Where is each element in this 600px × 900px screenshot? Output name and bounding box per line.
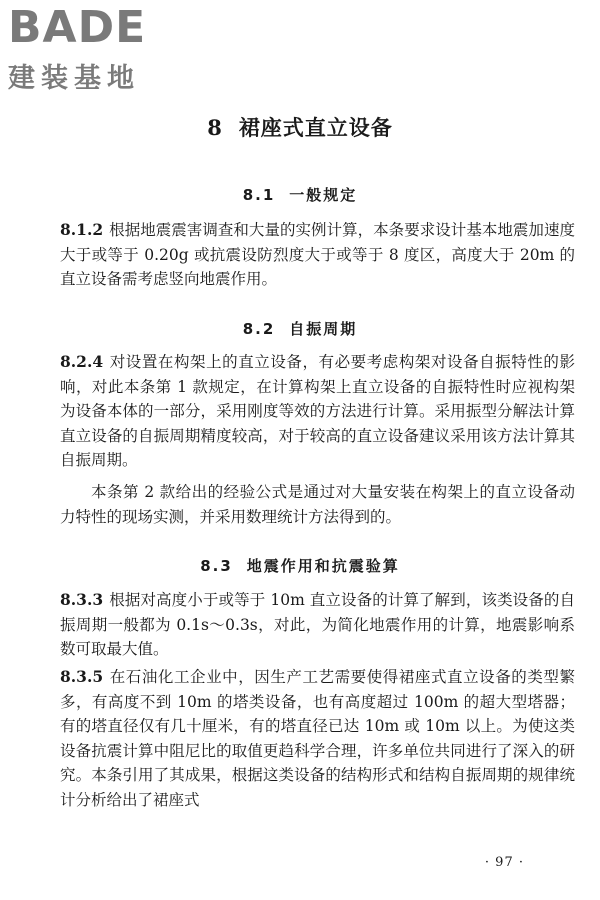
page-number: · 97 · <box>484 855 524 870</box>
logo-brand-text: BADE <box>8 2 147 53</box>
clause-number: 8.3.5 <box>60 667 104 686</box>
clause-text: 对设置在构架上的直立设备，有必要考虑构架对设备自振特性的影响，对此本条第 1 款规定，在计算构架上直立设备的自振特性时应视构架为设备本体的一部分，采用刚度等效的方法进行计算。采用振型分解法计算直立设备的自振周期精度较高，对于较高的直立设备建议采用该方法计算其自振周期。 <box>60 353 575 469</box>
chapter-heading <box>0 112 600 142</box>
section-number: 8.3 <box>200 557 233 575</box>
section-title: 地震作用和抗震验算 <box>246 557 400 575</box>
logo-subtitle: 建装基地 <box>8 63 140 94</box>
chapter-title: 裙座式直立设备 <box>238 115 393 140</box>
clause-number: 8.3.3 <box>60 590 104 609</box>
clause-number: 8.2.4 <box>60 352 104 371</box>
clause-text: 根据地震震害调查和大量的实例计算，本条要求设计基本地震加速度大于或等于 0.20g 或抗震设防烈度大于或等于 8 度区，高度大于 20m 的直立设备需考虑竖向地震作用。 <box>60 221 575 288</box>
clause-number: 8.1.2 <box>60 220 104 239</box>
section-title: 自振周期 <box>289 320 358 338</box>
chapter-number: 8 <box>207 115 223 140</box>
bade-logo <box>8 2 178 95</box>
clause-8-2-4 <box>60 350 575 473</box>
section-title: 一般规定 <box>289 186 358 204</box>
section-number: 8.2 <box>242 320 276 338</box>
clause-8-2-4-paragraph-2 <box>60 480 575 529</box>
clause-8-3-3 <box>60 588 575 662</box>
clause-8-3-5 <box>60 665 575 812</box>
clause-8-1-2 <box>60 218 575 292</box>
section-heading-8-3 <box>0 555 600 576</box>
clause-text: 根据对高度小于或等于 10m 直立设备的计算了解到，该类设备的自振周期一般都为 0.1s～0.3s，对此，为简化地震作用的计算，地震影响系数可取最大值。 <box>60 591 575 658</box>
clause-text: 本条第 2 款给出的经验公式是通过对大量安装在构架上的直立设备动力特性的现场实测，并采用数理统计方法得到的。 <box>60 483 575 526</box>
section-heading-8-1 <box>0 184 600 205</box>
section-number: 8.1 <box>242 186 276 204</box>
section-heading-8-2 <box>0 318 600 339</box>
clause-text: 在石油化工企业中，因生产工艺需要使得裙座式直立设备的类型繁多，有高度不到 10m 的塔类设备，也有高度超过 100m 的超大型塔器；有的塔直径仅有几十厘米，有的塔直径已达 10m 或 10m 以上。为使这类设备抗震计算中阻尼比的取值更趋科学合理，许多单位共同进行了深入的研究。本条引用了其成果，根据这类设备的结构形式和结构自振周期的规律统计分析给出了裙座式 <box>60 668 575 809</box>
